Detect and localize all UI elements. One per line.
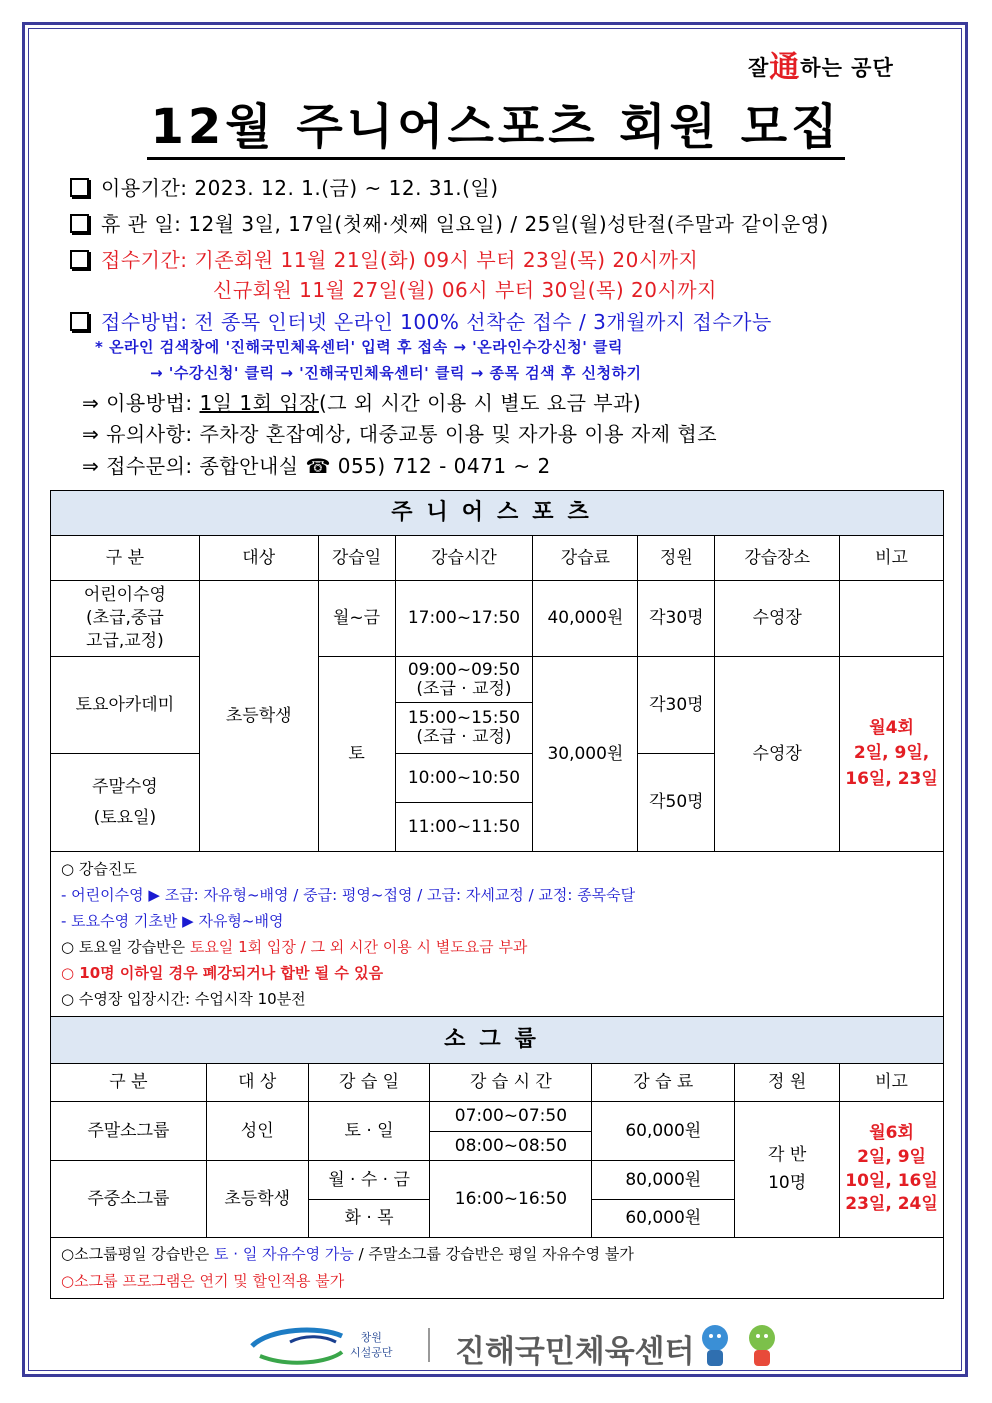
changwon-logo-icon <box>250 1322 430 1372</box>
info-reception-new: 신규회원 11월 27일(월) 06시 부터 30일(목) 20시까지 <box>213 278 717 302</box>
info-period: 이용기간: 2023. 12. 1.(금) ~ 12. 31.(일) <box>70 172 499 201</box>
footer-divider <box>428 1328 430 1362</box>
header-fee: 강습료 <box>533 536 638 581</box>
small-note-1: ○소그룹평일 강습반은 토 · 일 자유수영 가능 / 주말소그룹 강습반은 평일 자유수영 불가 <box>61 1245 634 1263</box>
row-kids-swim-fee: 40,000원 <box>533 581 638 657</box>
saturday-note: 월4회 2일, 9일, 16일, 23일 <box>840 657 944 852</box>
info-usage: ⇒ 이용방법: 1일 1회 입장(그 외 시간 이용 시 별도 요금 부과) <box>82 391 642 415</box>
row-kids-swim-place: 수영장 <box>715 581 840 657</box>
weekday-group-name: 주중소그룹 <box>51 1161 207 1238</box>
header-target: 대상 <box>199 536 318 581</box>
saturday-place: 수영장 <box>715 657 840 852</box>
small-group-table <box>50 1016 944 1299</box>
academy-time-2: 15:00~15:50 (조급 · 교정) <box>395 703 533 754</box>
info-inquiry: ⇒ 접수문의: 종합안내실 ☎ 055) 712 - 0471 ~ 2 <box>82 454 551 478</box>
small-header-target: 대 상 <box>206 1064 308 1102</box>
info-reception: 접수기간: 기존회원 11월 21일(화) 09시 부터 23일(목) 20시까지 <box>70 244 698 273</box>
header-time: 강습시간 <box>395 536 533 581</box>
center-name: 진해국민체육센터 <box>455 1334 695 1370</box>
row-kids-swim-capacity: 각30명 <box>638 581 715 657</box>
target-elementary: 초등학생 <box>199 581 318 852</box>
small-table-title: 소그룹 <box>51 1017 944 1064</box>
header-place: 강습장소 <box>715 536 840 581</box>
weekend-group-name: 주말소그룹 <box>51 1102 207 1161</box>
checkbox-icon <box>70 214 89 233</box>
header-note: 비고 <box>840 536 944 581</box>
note-progress-title: ○ 강습진도 <box>61 860 137 878</box>
saturday-day: 토 <box>318 657 395 852</box>
footer <box>250 1322 695 1372</box>
row-kids-swim-day: 월~금 <box>318 581 395 657</box>
small-header-time: 강 습 시 간 <box>430 1064 592 1102</box>
weekday-group-time: 16:00~16:50 <box>430 1161 592 1238</box>
weekend-group-time-2: 08:00~08:50 <box>430 1132 592 1161</box>
row-kids-swim-note <box>840 581 944 657</box>
junior-table-title: 주니어스포츠 <box>51 491 944 536</box>
small-header-capacity: 정 원 <box>735 1064 840 1102</box>
info-closed: 휴 관 일: 12월 3일, 17일(첫째·셋째 일요일) / 25일(월)성탄절(주말과 같이운영) <box>70 208 829 237</box>
row-kids-swim-time: 17:00~17:50 <box>395 581 533 657</box>
header-category: 구 분 <box>51 536 200 581</box>
small-note-2: ○소그룹 프로그램은 연기 및 할인적용 불가 <box>61 1272 345 1290</box>
note-kids-progress: - 어린이수영 ▶ 조급: 자유형~배영 / 중급: 평영~접영 / 고급: 자세교정 / 교정: 종목숙달 <box>61 886 636 904</box>
small-header-category: 구 분 <box>51 1064 207 1102</box>
info-method-note2: → '수강신청' 클릭 → '진해국민체육센터' 클릭 → 종목 검색 후 신청하기 <box>150 364 642 382</box>
note-saturday-progress: - 토요수영 기초반 ▶ 자유형~배영 <box>61 912 284 930</box>
checkbox-icon <box>70 312 89 331</box>
info-method: 접수방법: 전 종목 인터넷 온라인 100% 선착순 접수 / 3개월까지 접수가능 <box>70 306 772 335</box>
checkbox-icon <box>70 178 89 197</box>
mascot-icon <box>690 1320 790 1372</box>
small-header-note: 비고 <box>840 1064 944 1102</box>
weekend-group-day: 토 · 일 <box>308 1102 430 1161</box>
weekend-group-fee: 60,000원 <box>592 1102 735 1161</box>
small-header-fee: 강 습 료 <box>592 1064 735 1102</box>
small-group-notes <box>51 1238 944 1299</box>
header-capacity: 정원 <box>638 536 715 581</box>
slogan-emphasis: 通 <box>769 50 801 85</box>
logo-text: 창원 시설공단 <box>350 1331 393 1359</box>
info-caution: ⇒ 유의사항: 주차장 혼잡예상, 대중교통 이용 및 자가용 이용 자제 협조 <box>82 422 718 446</box>
saturday-fee: 30,000원 <box>533 657 638 852</box>
note-entry-time: ○ 수영장 입장시간: 수업시작 10분전 <box>61 990 306 1008</box>
weekend-swim-time-1: 10:00~10:50 <box>395 754 533 803</box>
weekday-group-day-2: 화 · 목 <box>308 1200 430 1238</box>
academy-time-1: 09:00~09:50 (조급 · 교정) <box>395 657 533 703</box>
row-weekend-swim-name: 주말수영 (토요일) <box>51 754 200 852</box>
small-group-note: 월6회 2일, 9일 10일, 16일 23일, 24일 <box>840 1102 944 1238</box>
weekend-group-time-1: 07:00~07:50 <box>430 1102 592 1132</box>
weekend-group-target: 성인 <box>206 1102 308 1161</box>
weekend-swim-capacity: 각50명 <box>638 754 715 852</box>
weekday-group-target: 초등학생 <box>206 1161 308 1238</box>
note-saturday-entry: ○ 토요일 강습반은 토요일 1회 입장 / 그 외 시간 이용 시 별도요금 부과 <box>61 938 528 956</box>
junior-sports-table <box>50 490 944 1017</box>
row-saturday-academy-name: 토요아카데미 <box>51 657 200 754</box>
weekend-swim-time-2: 11:00~11:50 <box>395 803 533 852</box>
small-group-capacity: 각 반 10명 <box>735 1102 840 1238</box>
slogan: 잘通하는 공단 <box>748 40 894 84</box>
header-day: 강습일 <box>318 536 395 581</box>
page-title: 12월 주니어스포츠 회원 모집 <box>0 88 992 157</box>
junior-notes <box>51 852 944 1017</box>
weekday-group-fee-2: 60,000원 <box>592 1200 735 1238</box>
academy-capacity: 각30명 <box>638 657 715 754</box>
info-method-note1: * 온라인 검색창에 '진해국민체육센터' 입력 후 접속 → '온라인수강신청' 클릭 <box>95 338 623 356</box>
weekday-group-fee-1: 80,000원 <box>592 1161 735 1200</box>
weekday-group-day-1: 월 · 수 · 금 <box>308 1161 430 1200</box>
small-header-day: 강 습 일 <box>308 1064 430 1102</box>
note-cancel: ○ 10명 이하일 경우 폐강되거나 합반 될 수 있음 <box>61 964 384 982</box>
row-kids-swim-name: 어린이수영 (초급,중급 고급,교정) <box>51 581 200 657</box>
checkbox-icon <box>70 250 89 269</box>
